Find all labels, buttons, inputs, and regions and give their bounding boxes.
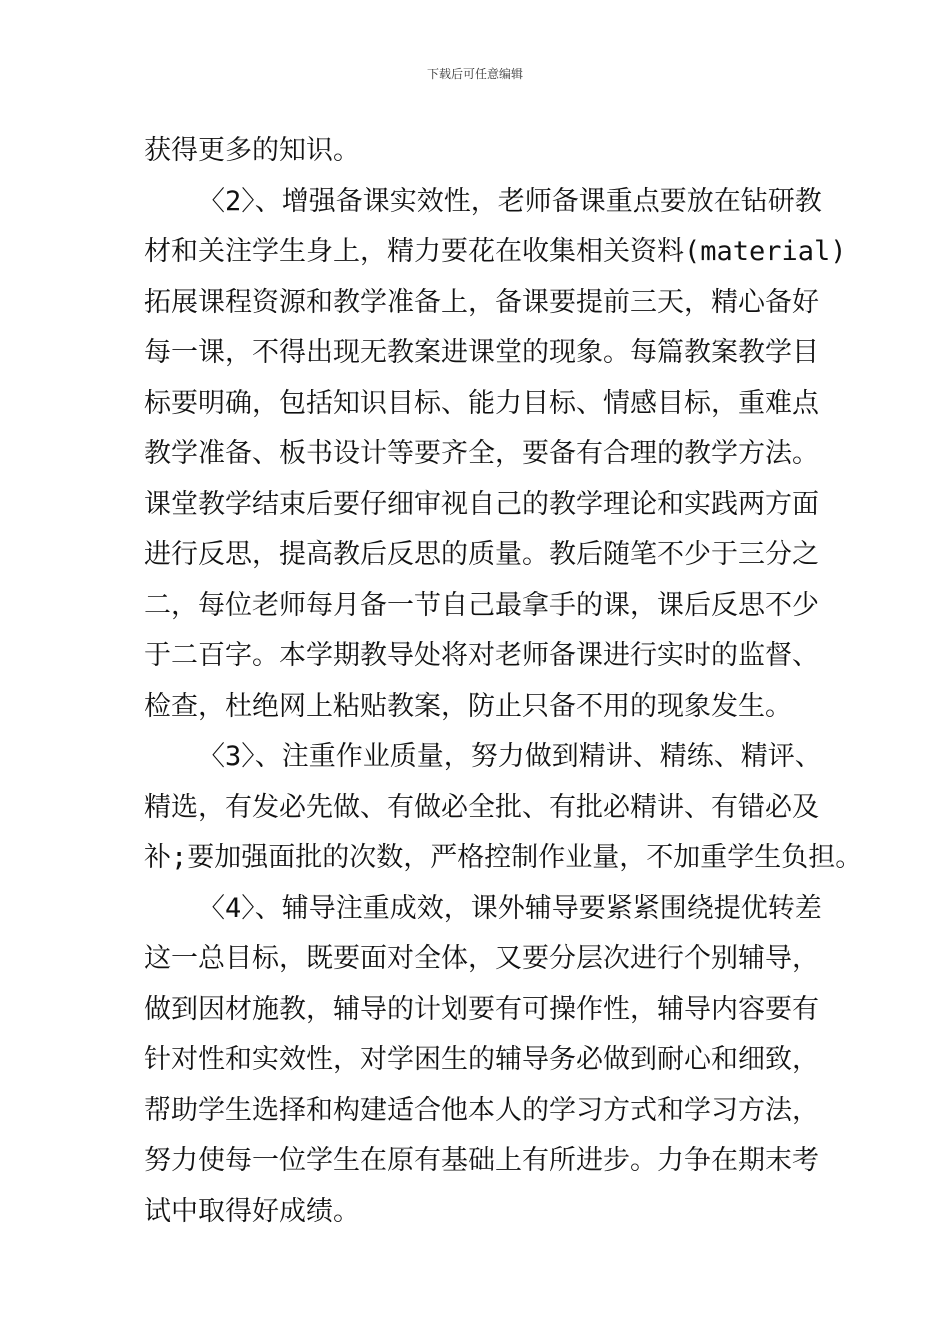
- text-line: 这一总目标，既要面对全体，又要分层次进行个别辅导，: [144, 943, 819, 974]
- body-text: [144, 126, 863, 1237]
- text-line: 检查，杜绝网上粘贴教案，防止只备不用的现象发生。: [144, 690, 792, 722]
- text-line: 二，每位老师每月备一节自己最拿手的课，课后反思不少: [144, 589, 819, 621]
- text-line: 教学准备、板书设计等要齐全，要备有合理的教学方法。: [144, 438, 819, 469]
- page-header: 下载后可任意编辑: [426, 67, 523, 81]
- text-line: 每一课，不得出现无教案进课堂的现象。每篇教案教学目: [144, 337, 819, 368]
- paragraph-3-first-line: 〈3〉、注重作业质量，努力做到精讲、精练、精评、: [198, 741, 822, 772]
- paragraph-2-first-line: 〈2〉、增强备课实效性，老师备课重点要放在钻研教: [198, 185, 822, 217]
- text-line: 课堂教学结束后要仔细审视自己的教学理论和实践两方面: [144, 488, 819, 520]
- text-line: 标要明确，包括知识目标、能力目标、情感目标，重难点: [144, 387, 819, 419]
- text-line: 做到因材施教，辅导的计划要有可操作性，辅导内容要有: [144, 993, 819, 1025]
- text-line: 于二百字。本学期教导处将对老师备课进行实时的监督、: [144, 640, 819, 671]
- text-line: 获得更多的知识。: [144, 135, 360, 166]
- text-line: 帮助学生选择和构建适合他本人的学习方式和学习方法，: [144, 1094, 819, 1126]
- text-line: 精选，有发必先做、有做必全批、有批必精讲、有错必及: [144, 791, 819, 823]
- text-line: 材和关注学生身上，精力要花在收集相关资料(material): [144, 236, 847, 267]
- text-line: 拓展课程资源和教学准备上，备课要提前三天，精心备好: [144, 286, 819, 318]
- text-line: 针对性和实效性，对学困生的辅导务必做到耐心和细致，: [144, 1044, 819, 1075]
- text-line: 补;要加强面批的次数，严格控制作业量，不加重学生负担。: [144, 842, 863, 873]
- text-line: 试中取得好成绩。: [144, 1195, 360, 1227]
- text-line: 努力使每一位学生在原有基础上有所进步。力争在期末考: [144, 1145, 819, 1176]
- paragraph-4-first-line: 〈4〉、辅导注重成效，课外辅导要紧紧围绕提优转差: [198, 892, 822, 924]
- text-line: 进行反思，提高教后反思的质量。教后随笔不少于三分之: [144, 539, 819, 570]
